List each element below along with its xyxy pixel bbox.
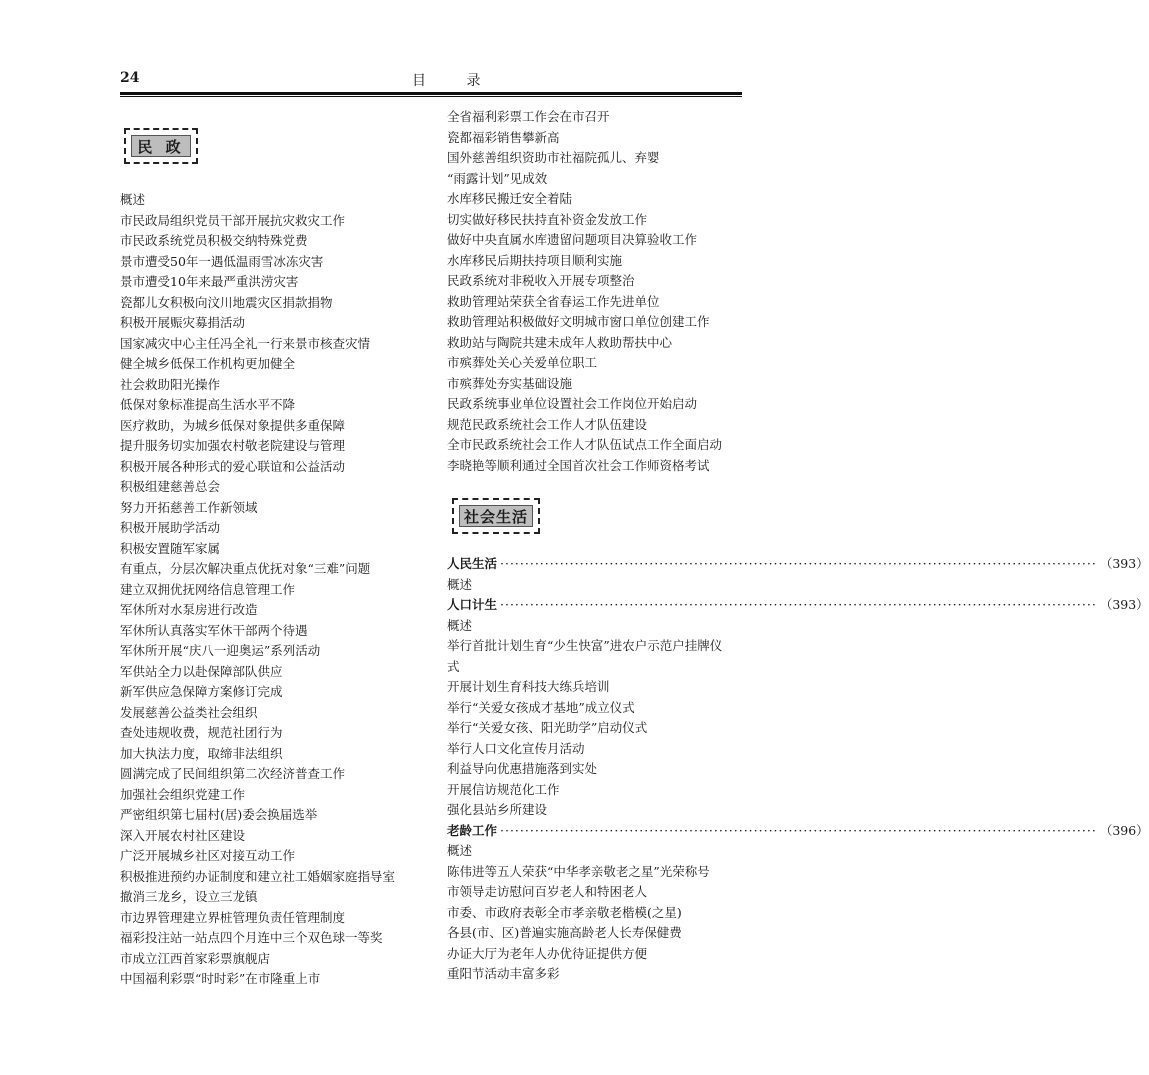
toc-entry[interactable]: 市民政局组织党员干部开展抗灾救灾工作 bbox=[120, 212, 346, 228]
toc-entry[interactable]: 全省福利彩票工作会在市召开 bbox=[447, 109, 610, 124]
toc-entry[interactable]: 水库移民搬迁安全着陆 bbox=[447, 191, 573, 206]
toc-right-column-top bbox=[447, 107, 747, 476]
toc-entry[interactable]: 救助站与陶院共建未成年人救助帮扶中心 bbox=[447, 334, 673, 350]
toc-entry[interactable]: 强化县站乡所建设 bbox=[447, 802, 548, 817]
header-rule-thin bbox=[120, 96, 742, 97]
toc-entry[interactable]: 国外慈善组织资助市社福院孤儿、弃婴 bbox=[447, 150, 660, 165]
dot-leader: ························································································································ bbox=[500, 556, 1097, 571]
toc-entry[interactable]: 积极推进预约办证制度和建立社工婚姻家庭指导室 bbox=[120, 868, 396, 884]
toc-entry[interactable]: 市领导走访慰问百岁老人和特困老人 bbox=[447, 884, 648, 899]
section-badge-shehui bbox=[452, 498, 540, 534]
toc-entry[interactable]: 全市民政系统社会工作人才队伍试点工作全面启动 bbox=[447, 437, 723, 452]
heading-title: 人口计生 bbox=[447, 597, 498, 612]
toc-entry[interactable]: 提升服务切实加强农村敬老院建设与管理 bbox=[120, 438, 346, 453]
toc-entry[interactable]: 利益导向优惠措施落到实处 bbox=[447, 761, 598, 776]
toc-entry[interactable]: 福彩投注站一站点四个月连中三个双色球一等奖 bbox=[120, 930, 383, 945]
toc-entry[interactable]: 圆满完成了民间组织第二次经济普查工作 bbox=[120, 766, 346, 781]
section-badge-minzheng bbox=[124, 128, 198, 164]
toc-entry[interactable]: 军供站全力以赴保障部队供应 bbox=[120, 663, 283, 679]
toc-entry[interactable]: 广泛开展城乡社区对接互动工作 bbox=[120, 848, 296, 863]
toc-entry[interactable]: “雨露计划”见成效 bbox=[447, 170, 548, 186]
toc-entry[interactable]: 中国福利彩票“时时彩”在市隆重上市 bbox=[120, 971, 321, 986]
toc-entry[interactable]: 军休所对水泵房进行改造 bbox=[120, 602, 258, 617]
toc-entry[interactable]: 市殡葬处关心关爱单位职工 bbox=[447, 355, 598, 370]
toc-entry[interactable]: 国家减灾中心主任冯全礼一行来景市核查灾情 bbox=[120, 335, 371, 351]
toc-entry[interactable]: 加强社会组织党建工作 bbox=[120, 786, 246, 802]
toc-entry[interactable]: 医疗救助，为城乡低保对象提供多重保障 bbox=[120, 417, 346, 433]
section-badge-label: 社会生活 bbox=[459, 505, 533, 527]
toc-entry[interactable]: 举行“关爱女孩、阳光助学”启动仪式 bbox=[447, 720, 648, 735]
dot-leader: ························································································································ bbox=[500, 597, 1097, 612]
toc-entry[interactable]: 撤消三龙乡，设立三龙镇 bbox=[120, 889, 258, 904]
page-header bbox=[120, 70, 742, 92]
toc-entry[interactable]: 救助管理站积极做好文明城市窗口单位创建工作 bbox=[447, 314, 710, 329]
toc-entry[interactable]: 市边界管理建立界桩管理负责任管理制度 bbox=[120, 909, 346, 925]
toc-section-heading[interactable] bbox=[447, 821, 1149, 842]
toc-entry[interactable]: 景市遭受10年来最严重洪涝灾害 bbox=[120, 274, 299, 289]
toc-right-column-bottom bbox=[447, 554, 1149, 985]
toc-entry[interactable]: 陈伟进等五人荣获“中华孝亲敬老之星”光荣称号 bbox=[447, 863, 710, 879]
toc-entry[interactable]: 做好中央直属水库遗留问题项目决算验收工作 bbox=[447, 232, 698, 247]
toc-entry[interactable]: 景市遭受50年一遇低温雨雪冰冻灾害 bbox=[120, 253, 324, 269]
toc-section-heading[interactable] bbox=[447, 554, 1149, 575]
toc-entry[interactable]: 式 bbox=[447, 658, 460, 674]
toc-entry[interactable]: 各县(市、区)普遍实施高龄老人长寿保健费 bbox=[447, 925, 682, 940]
heading-title: 老龄工作 bbox=[447, 822, 498, 838]
toc-entry[interactable]: 查处违规收费，规范社团行为 bbox=[120, 725, 283, 740]
toc-entry[interactable]: 努力开拓慈善工作新领域 bbox=[120, 499, 258, 515]
toc-entry[interactable]: 瓷都福彩销售攀新高 bbox=[447, 129, 560, 145]
toc-entry[interactable]: 概述 bbox=[447, 843, 473, 858]
toc-entry[interactable]: 建立双拥优抚网络信息管理工作 bbox=[120, 581, 296, 597]
toc-entry[interactable]: 办证大厅为老年人办优待证提供方便 bbox=[447, 945, 648, 961]
toc-entry[interactable]: 李晓艳等顺利通过全国首次社会工作师资格考试 bbox=[447, 457, 710, 473]
toc-entry[interactable]: 深入开展农村社区建设 bbox=[120, 827, 246, 843]
toc-entry[interactable]: 市民政系统党员积极交纳特殊党费 bbox=[120, 233, 308, 248]
section-badge-label: 民 政 bbox=[131, 135, 191, 157]
toc-entry[interactable]: 概述 bbox=[447, 576, 473, 592]
toc-entry[interactable]: 市成立江西首家彩票旗舰店 bbox=[120, 950, 271, 966]
page-number: 24 bbox=[120, 70, 140, 86]
toc-entry[interactable]: 市殡葬处夯实基础设施 bbox=[447, 375, 573, 391]
page-title: 目 录 bbox=[412, 73, 499, 89]
toc-entry[interactable]: 积极开展赈灾募捐活动 bbox=[120, 315, 246, 330]
toc-entry[interactable]: 救助管理站荣获全省春运工作先进单位 bbox=[447, 293, 660, 309]
page-reference: （396） bbox=[1099, 822, 1149, 838]
toc-entry[interactable]: 社会救助阳光操作 bbox=[120, 376, 221, 392]
toc-entry[interactable]: 切实做好移民扶持直补资金发放工作 bbox=[447, 211, 648, 227]
page-reference: （393） bbox=[1099, 556, 1149, 571]
page-reference: （393） bbox=[1099, 597, 1149, 612]
toc-entry[interactable]: 瓷都儿女积极向汶川地震灾区捐款捐物 bbox=[120, 294, 333, 310]
toc-entry[interactable]: 积极安置随军家属 bbox=[120, 540, 221, 556]
toc-left-column bbox=[120, 190, 420, 990]
toc-entry[interactable]: 军休所开展“庆八一迎奥运”系列活动 bbox=[120, 643, 321, 658]
toc-entry[interactable]: 军休所认真落实军休干部两个待遇 bbox=[120, 622, 308, 638]
dot-leader: ························································································································ bbox=[500, 822, 1097, 838]
toc-entry[interactable]: 加大执法力度，取缔非法组织 bbox=[120, 745, 283, 761]
toc-entry[interactable]: 有重点，分层次解决重点优抚对象“三难”问题 bbox=[120, 561, 371, 576]
toc-entry[interactable]: 发展慈善公益类社会组织 bbox=[120, 704, 258, 720]
toc-entry[interactable]: 举行首批计划生育“少生快富”进农户示范户挂牌仪 bbox=[447, 638, 723, 653]
toc-entry[interactable]: 概述 bbox=[447, 617, 473, 633]
toc-entry[interactable]: 积极开展各种形式的爱心联谊和公益活动 bbox=[120, 458, 346, 474]
toc-entry[interactable]: 积极组建慈善总会 bbox=[120, 479, 221, 494]
toc-section-heading[interactable] bbox=[447, 595, 1149, 616]
toc-entry[interactable]: 新军供应急保障方案修订完成 bbox=[120, 684, 283, 699]
toc-entry[interactable]: 重阳节活动丰富多彩 bbox=[447, 966, 560, 981]
heading-title: 人民生活 bbox=[447, 556, 498, 571]
toc-entry[interactable]: 严密组织第七届村(居)委会换届选举 bbox=[120, 807, 318, 822]
toc-entry[interactable]: 开展计划生育科技大练兵培训 bbox=[447, 679, 610, 694]
toc-entry[interactable]: 举行“关爱女孩成才基地”成立仪式 bbox=[447, 699, 635, 715]
toc-entry[interactable]: 概述 bbox=[120, 192, 146, 207]
header-rule bbox=[120, 92, 742, 95]
toc-entry[interactable]: 水库移民后期扶持项目顺利实施 bbox=[447, 252, 623, 268]
toc-entry[interactable]: 低保对象标准提高生活水平不降 bbox=[120, 397, 296, 412]
toc-entry[interactable]: 举行人口文化宣传月活动 bbox=[447, 740, 585, 756]
toc-entry[interactable]: 健全城乡低保工作机构更加健全 bbox=[120, 356, 296, 371]
toc-entry[interactable]: 规范民政系统社会工作人才队伍建设 bbox=[447, 416, 648, 432]
toc-entry[interactable]: 民政系统对非税收入开展专项整治 bbox=[447, 273, 635, 288]
toc-entry[interactable]: 民政系统事业单位设置社会工作岗位开始启动 bbox=[447, 396, 698, 411]
toc-entry[interactable]: 开展信访规范化工作 bbox=[447, 781, 560, 797]
toc-entry[interactable]: 积极开展助学活动 bbox=[120, 520, 221, 535]
toc-entry[interactable]: 市委、市政府表彰全市孝亲敬老楷模(之星) bbox=[447, 904, 682, 920]
